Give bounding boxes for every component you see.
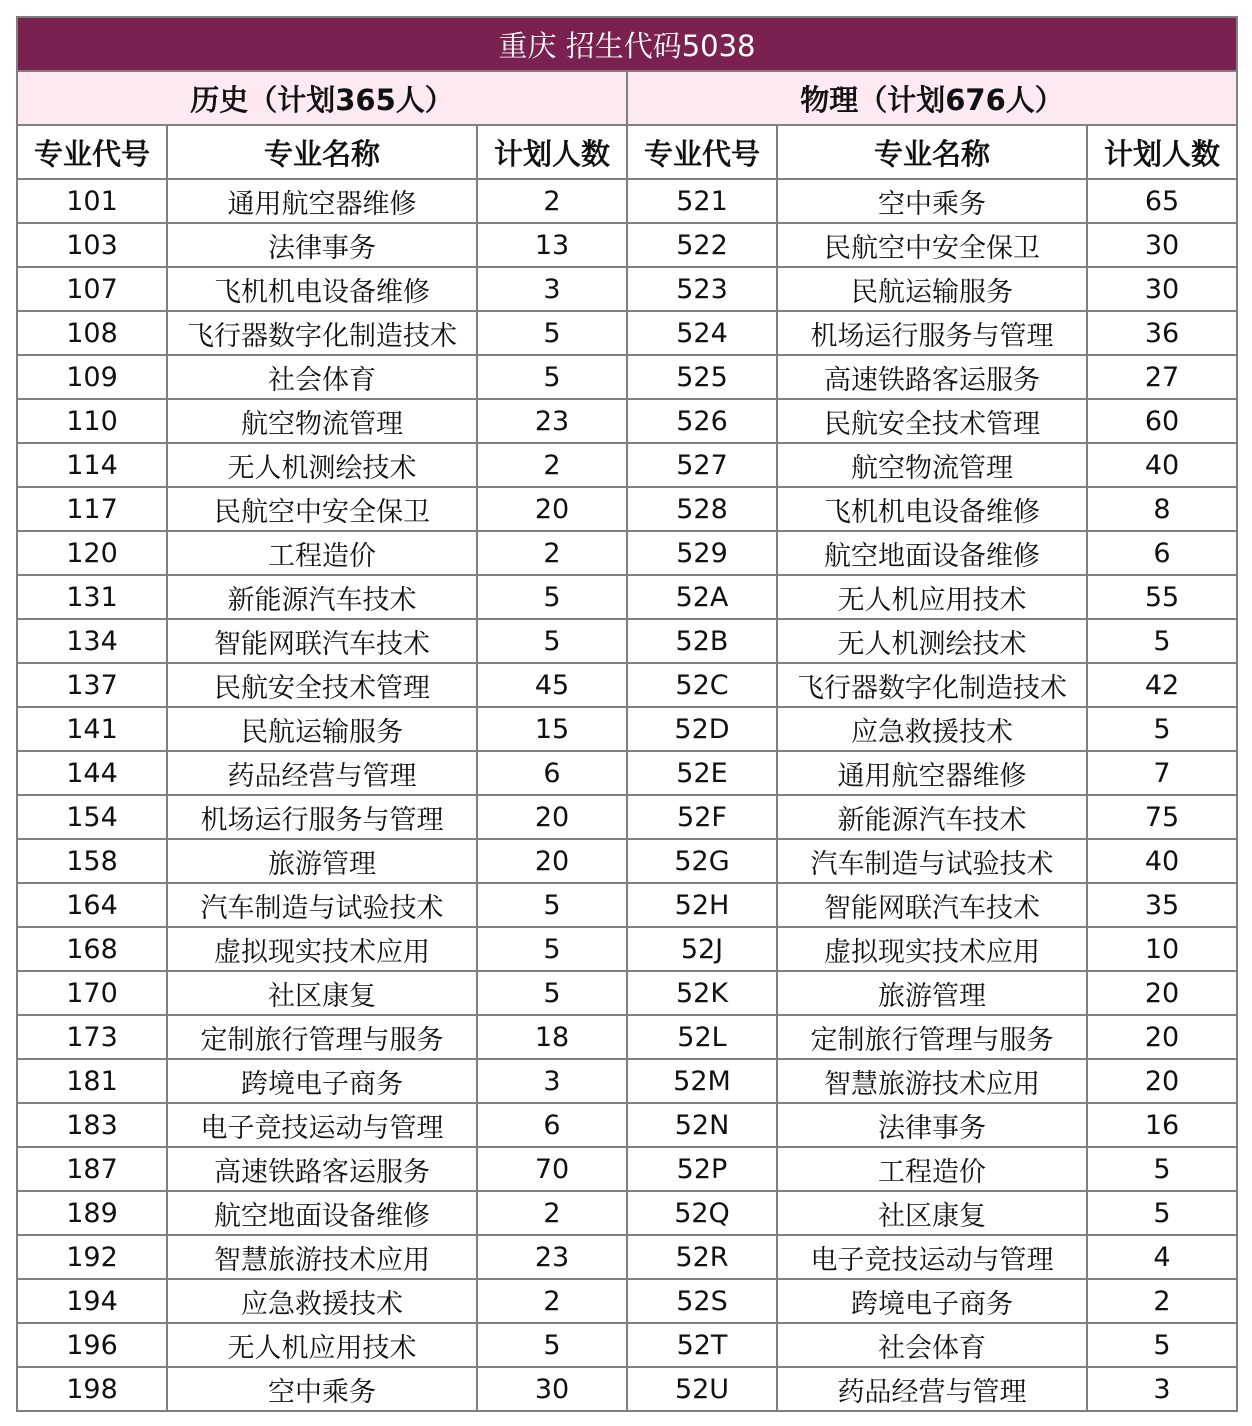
- physics-code-cell: 523: [627, 267, 777, 311]
- table-row: [17, 619, 1237, 663]
- history-name-cell: 法律事务: [167, 223, 477, 267]
- history-name-cell: 电子竞技运动与管理: [167, 1103, 477, 1147]
- physics-name-cell: 新能源汽车技术: [777, 795, 1087, 839]
- physics-code-cell: 529: [627, 531, 777, 575]
- physics-code-cell: 528: [627, 487, 777, 531]
- physics-count-cell: 6: [1087, 531, 1237, 575]
- table-row: [17, 1059, 1237, 1103]
- physics-code-cell: 52K: [627, 971, 777, 1015]
- table-row: [17, 1147, 1237, 1191]
- history-name-cell: 药品经营与管理: [167, 751, 477, 795]
- physics-count-cell: 10: [1087, 927, 1237, 971]
- physics-code-cell: 52H: [627, 883, 777, 927]
- history-code-cell: 109: [17, 355, 167, 399]
- history-count-cell: 2: [477, 1279, 627, 1323]
- history-name-cell: 跨境电子商务: [167, 1059, 477, 1103]
- physics-name-cell: 民航空中安全保卫: [777, 223, 1087, 267]
- history-count-cell: 13: [477, 223, 627, 267]
- history-code-cell: 158: [17, 839, 167, 883]
- history-count-cell: 5: [477, 927, 627, 971]
- physics-name-cell: 空中乘务: [777, 179, 1087, 223]
- physics-code-cell: 52B: [627, 619, 777, 663]
- physics-code-cell: 525: [627, 355, 777, 399]
- physics-name-cell: 智慧旅游技术应用: [777, 1059, 1087, 1103]
- history-code-cell: 192: [17, 1235, 167, 1279]
- history-name-cell: 智能网联汽车技术: [167, 619, 477, 663]
- history-code-cell: 154: [17, 795, 167, 839]
- physics-name-cell: 法律事务: [777, 1103, 1087, 1147]
- history-name-cell: 空中乘务: [167, 1367, 477, 1411]
- history-name-cell: 飞行器数字化制造技术: [167, 311, 477, 355]
- physics-code-cell: 52L: [627, 1015, 777, 1059]
- history-name-cell: 航空地面设备维修: [167, 1191, 477, 1235]
- physics-name-cell: 航空地面设备维修: [777, 531, 1087, 575]
- physics-count-cell: 36: [1087, 311, 1237, 355]
- table-row: [17, 971, 1237, 1015]
- history-code-cell: 134: [17, 619, 167, 663]
- physics-code-cell: 52D: [627, 707, 777, 751]
- history-code-cell: 144: [17, 751, 167, 795]
- history-name-cell: 社会体育: [167, 355, 477, 399]
- history-name-header: 专业名称: [167, 125, 477, 179]
- table-row: [17, 487, 1237, 531]
- physics-name-cell: 汽车制造与试验技术: [777, 839, 1087, 883]
- physics-code-cell: 52Q: [627, 1191, 777, 1235]
- physics-name-cell: 飞机机电设备维修: [777, 487, 1087, 531]
- history-count-header: 计划人数: [477, 125, 627, 179]
- table-row: [17, 839, 1237, 883]
- physics-code-cell: 52M: [627, 1059, 777, 1103]
- history-code-cell: 170: [17, 971, 167, 1015]
- history-name-cell: 新能源汽车技术: [167, 575, 477, 619]
- table-row: [17, 531, 1237, 575]
- history-name-cell: 智慧旅游技术应用: [167, 1235, 477, 1279]
- table-row: [17, 1279, 1237, 1323]
- history-code-cell: 198: [17, 1367, 167, 1411]
- history-code-cell: 114: [17, 443, 167, 487]
- physics-name-cell: 飞行器数字化制造技术: [777, 663, 1087, 707]
- history-name-cell: 高速铁路客运服务: [167, 1147, 477, 1191]
- history-code-cell: 103: [17, 223, 167, 267]
- history-name-cell: 机场运行服务与管理: [167, 795, 477, 839]
- history-code-cell: 189: [17, 1191, 167, 1235]
- history-code-cell: 137: [17, 663, 167, 707]
- physics-count-cell: 5: [1087, 619, 1237, 663]
- physics-name-cell: 无人机应用技术: [777, 575, 1087, 619]
- physics-name-header: 专业名称: [777, 125, 1087, 179]
- physics-code-cell: 52U: [627, 1367, 777, 1411]
- table-body: [17, 179, 1237, 1411]
- history-name-cell: 航空物流管理: [167, 399, 477, 443]
- physics-name-cell: 电子竞技运动与管理: [777, 1235, 1087, 1279]
- history-code-cell: 173: [17, 1015, 167, 1059]
- history-count-cell: 2: [477, 1191, 627, 1235]
- physics-count-cell: 30: [1087, 223, 1237, 267]
- table-row: [17, 883, 1237, 927]
- table-row: [17, 1015, 1237, 1059]
- table-row: [17, 179, 1237, 223]
- physics-name-cell: 民航安全技术管理: [777, 399, 1087, 443]
- physics-code-cell: 52J: [627, 927, 777, 971]
- history-name-cell: 通用航空器维修: [167, 179, 477, 223]
- enrollment-plan-table: [16, 16, 1238, 1412]
- table-row: [17, 1367, 1237, 1411]
- physics-name-cell: 高速铁路客运服务: [777, 355, 1087, 399]
- physics-code-cell: 52A: [627, 575, 777, 619]
- physics-name-cell: 民航运输服务: [777, 267, 1087, 311]
- table-row: [17, 927, 1237, 971]
- physics-count-cell: 35: [1087, 883, 1237, 927]
- history-count-cell: 2: [477, 443, 627, 487]
- history-count-cell: 5: [477, 1323, 627, 1367]
- physics-code-cell: 52F: [627, 795, 777, 839]
- physics-name-cell: 航空物流管理: [777, 443, 1087, 487]
- history-name-cell: 虚拟现实技术应用: [167, 927, 477, 971]
- table-row: [17, 795, 1237, 839]
- physics-code-cell: 524: [627, 311, 777, 355]
- physics-code-cell: 522: [627, 223, 777, 267]
- physics-count-cell: 65: [1087, 179, 1237, 223]
- table-row: [17, 267, 1237, 311]
- history-count-cell: 23: [477, 399, 627, 443]
- history-count-cell: 20: [477, 795, 627, 839]
- table-row: [17, 1191, 1237, 1235]
- table-row: [17, 663, 1237, 707]
- history-name-cell: 民航空中安全保卫: [167, 487, 477, 531]
- physics-name-cell: 无人机测绘技术: [777, 619, 1087, 663]
- history-group-header: 历史（计划365人）: [17, 71, 627, 125]
- history-name-cell: 无人机应用技术: [167, 1323, 477, 1367]
- history-count-cell: 18: [477, 1015, 627, 1059]
- history-count-cell: 5: [477, 575, 627, 619]
- physics-name-cell: 工程造价: [777, 1147, 1087, 1191]
- physics-count-cell: 40: [1087, 839, 1237, 883]
- history-count-cell: 5: [477, 883, 627, 927]
- table-row: [17, 751, 1237, 795]
- physics-name-cell: 机场运行服务与管理: [777, 311, 1087, 355]
- history-count-cell: 2: [477, 531, 627, 575]
- physics-count-cell: 5: [1087, 1147, 1237, 1191]
- history-code-header: 专业代号: [17, 125, 167, 179]
- physics-name-cell: 社区康复: [777, 1191, 1087, 1235]
- physics-code-cell: 52N: [627, 1103, 777, 1147]
- physics-count-header: 计划人数: [1087, 125, 1237, 179]
- history-code-cell: 131: [17, 575, 167, 619]
- physics-code-cell: 52E: [627, 751, 777, 795]
- history-code-cell: 110: [17, 399, 167, 443]
- history-count-cell: 20: [477, 839, 627, 883]
- physics-count-cell: 8: [1087, 487, 1237, 531]
- history-name-cell: 工程造价: [167, 531, 477, 575]
- history-code-cell: 108: [17, 311, 167, 355]
- physics-count-cell: 60: [1087, 399, 1237, 443]
- history-code-cell: 117: [17, 487, 167, 531]
- physics-code-cell: 527: [627, 443, 777, 487]
- physics-name-cell: 跨境电子商务: [777, 1279, 1087, 1323]
- physics-count-cell: 27: [1087, 355, 1237, 399]
- history-count-cell: 70: [477, 1147, 627, 1191]
- physics-name-cell: 智能网联汽车技术: [777, 883, 1087, 927]
- history-name-cell: 无人机测绘技术: [167, 443, 477, 487]
- physics-count-cell: 20: [1087, 971, 1237, 1015]
- history-code-cell: 168: [17, 927, 167, 971]
- physics-count-cell: 5: [1087, 1191, 1237, 1235]
- history-count-cell: 20: [477, 487, 627, 531]
- history-code-cell: 183: [17, 1103, 167, 1147]
- physics-count-cell: 40: [1087, 443, 1237, 487]
- physics-code-header: 专业代号: [627, 125, 777, 179]
- physics-name-cell: 通用航空器维修: [777, 751, 1087, 795]
- physics-count-cell: 42: [1087, 663, 1237, 707]
- history-name-cell: 民航安全技术管理: [167, 663, 477, 707]
- physics-code-cell: 521: [627, 179, 777, 223]
- physics-count-cell: 20: [1087, 1015, 1237, 1059]
- table-row: [17, 575, 1237, 619]
- physics-name-cell: 药品经营与管理: [777, 1367, 1087, 1411]
- physics-code-cell: 52R: [627, 1235, 777, 1279]
- history-count-cell: 3: [477, 1059, 627, 1103]
- table-row: [17, 707, 1237, 751]
- physics-count-cell: 55: [1087, 575, 1237, 619]
- history-code-cell: 120: [17, 531, 167, 575]
- physics-name-cell: 虚拟现实技术应用: [777, 927, 1087, 971]
- physics-code-cell: 52T: [627, 1323, 777, 1367]
- history-count-cell: 5: [477, 355, 627, 399]
- history-name-cell: 飞机机电设备维修: [167, 267, 477, 311]
- history-name-cell: 民航运输服务: [167, 707, 477, 751]
- table-row: [17, 1323, 1237, 1367]
- physics-code-cell: 52G: [627, 839, 777, 883]
- history-name-cell: 汽车制造与试验技术: [167, 883, 477, 927]
- history-code-cell: 187: [17, 1147, 167, 1191]
- history-count-cell: 6: [477, 1103, 627, 1147]
- physics-name-cell: 定制旅行管理与服务: [777, 1015, 1087, 1059]
- physics-name-cell: 应急救援技术: [777, 707, 1087, 751]
- history-count-cell: 6: [477, 751, 627, 795]
- history-count-cell: 3: [477, 267, 627, 311]
- history-count-cell: 15: [477, 707, 627, 751]
- physics-name-cell: 旅游管理: [777, 971, 1087, 1015]
- history-name-cell: 应急救援技术: [167, 1279, 477, 1323]
- history-count-cell: 5: [477, 971, 627, 1015]
- history-code-cell: 181: [17, 1059, 167, 1103]
- history-count-cell: 2: [477, 179, 627, 223]
- history-code-cell: 194: [17, 1279, 167, 1323]
- history-code-cell: 164: [17, 883, 167, 927]
- history-count-cell: 45: [477, 663, 627, 707]
- history-count-cell: 23: [477, 1235, 627, 1279]
- history-code-cell: 141: [17, 707, 167, 751]
- physics-count-cell: 20: [1087, 1059, 1237, 1103]
- table-row: [17, 399, 1237, 443]
- physics-count-cell: 2: [1087, 1279, 1237, 1323]
- history-code-cell: 107: [17, 267, 167, 311]
- physics-count-cell: 30: [1087, 267, 1237, 311]
- table-row: [17, 1103, 1237, 1147]
- physics-group-header: 物理（计划676人）: [627, 71, 1237, 125]
- physics-name-cell: 社会体育: [777, 1323, 1087, 1367]
- table-row: [17, 355, 1237, 399]
- physics-count-cell: 4: [1087, 1235, 1237, 1279]
- physics-code-cell: 526: [627, 399, 777, 443]
- history-code-cell: 196: [17, 1323, 167, 1367]
- table-row: [17, 443, 1237, 487]
- history-count-cell: 5: [477, 311, 627, 355]
- physics-count-cell: 16: [1087, 1103, 1237, 1147]
- physics-code-cell: 52P: [627, 1147, 777, 1191]
- physics-count-cell: 5: [1087, 1323, 1237, 1367]
- history-count-cell: 5: [477, 619, 627, 663]
- table-row: [17, 1235, 1237, 1279]
- physics-count-cell: 7: [1087, 751, 1237, 795]
- history-name-cell: 旅游管理: [167, 839, 477, 883]
- history-code-cell: 101: [17, 179, 167, 223]
- table-row: [17, 223, 1237, 267]
- physics-code-cell: 52C: [627, 663, 777, 707]
- physics-count-cell: 3: [1087, 1367, 1237, 1411]
- table-row: [17, 311, 1237, 355]
- history-name-cell: 社区康复: [167, 971, 477, 1015]
- table-title: 重庆 招生代码5038: [17, 17, 1237, 71]
- physics-code-cell: 52S: [627, 1279, 777, 1323]
- physics-count-cell: 75: [1087, 795, 1237, 839]
- history-count-cell: 30: [477, 1367, 627, 1411]
- history-name-cell: 定制旅行管理与服务: [167, 1015, 477, 1059]
- physics-count-cell: 5: [1087, 707, 1237, 751]
